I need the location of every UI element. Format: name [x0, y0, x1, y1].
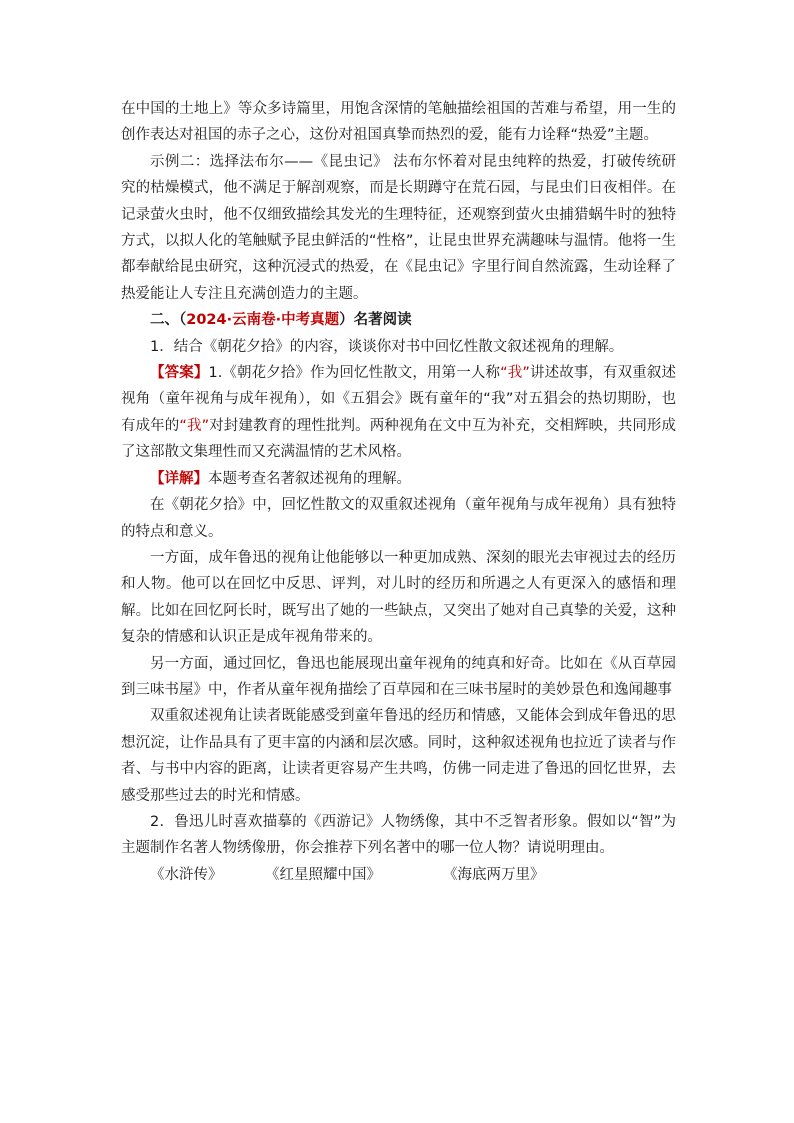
detail-label: 【详解】: [150, 470, 208, 487]
answer-highlight-2: “我”: [179, 417, 210, 434]
detail-paragraph-2: 一方面，成年鲁迅的视角让他能够以一种更加成熟、深刻的眼光去审视过去的经历和人物。他可以在回忆中反思、评判，对儿时的经历和所遇之人有更深入的感悟和理解。比如在回忆阿长时，既写出了她的一些缺点，又突出了她对自己真挚的关爱，这种复杂的情感和认识正是成年视角带来的。: [121, 549, 676, 646]
answer-paragraph: [121, 360, 676, 466]
detail-paragraph: [121, 466, 676, 492]
paragraph-example-one-end: 在中国的土地上》等众多诗篇里，用饱含深情的笔触描绘祖国的苦难与希望，用一生的创作表达对祖国的赤子之心，这份对祖国真挚而热烈的爱，能有力诠释“热爱”主题。: [121, 101, 676, 144]
answer-highlight-1: “我”: [500, 365, 530, 382]
question-one: 1．结合《朝花夕拾》的内容，谈谈你对书中回忆性散文叙述视角的理解。: [150, 338, 624, 355]
detail-paragraph-1: 在《朝花夕拾》中，回忆性散文的双重叙述视角（童年视角与成年视角）具有独特的特点和意义。: [121, 497, 676, 540]
detail-text: 本题考查名著叙述视角的理解。: [208, 470, 411, 487]
section-source: 2024·云南卷·中考真题: [186, 312, 340, 329]
answer-text-2: 讲述故事，有双重叙述视角（童年视角与成年视角），如《五猖会》既有童年的“我”对五猖会的热切期盼，也有成年的: [121, 365, 677, 434]
detail-paragraph-4: 双重叙述视角让读者既能感受到童年鲁迅的经历和情感，又能体会到成年鲁迅的思想沉淀，让作品具有了更丰富的内涵和层次感。同时，这种叙述视角也拉近了读者与作者、与书中内容的距离，让读者更容易产生共鸣，仿佛一同走进了鲁迅的回忆世界，去感受那些过去的时光和情感。: [121, 708, 676, 804]
answer-label: 【答案】: [150, 365, 209, 382]
book-option-1: 《水浒传》: [150, 866, 223, 883]
section-prefix: 二、（: [150, 312, 187, 329]
paragraph-example-two: 示例二：选择法布尔——《昆虫记》 法布尔怀着对昆虫纯粹的热爱，打破传统研究的枯燥模式，他不满足于解剖观察，而是长期蹲守在荒石园，与昆虫们日夜相伴。在记录萤火虫时，他不仅细致描绘其发光的生理特征，还观察到萤火虫捕猎蜗牛时的独特方式，以拟人化的笔触赋予昆虫鲜活的“性格”，让昆虫世界充满趣味与温情。他将一生都奉献给昆虫研究，这种沉浸式的热爱，在《昆虫记》字里行间自然流露，生动诠释了热爱能让人专注且充满创造力的主题。: [121, 153, 676, 302]
detail-paragraph-3: 另一方面，通过回忆，鲁迅也能展现出童年视角的纯真和好奇。比如在《从百草园到三味书屋》中，作者从童年视角描绘了百草园和在三味书屋时的美妙景色和逸闻趣事: [121, 655, 676, 698]
book-options: [121, 862, 676, 888]
answer-text-3: 对封建教育的理性批判。两种视角在文中互为补充，交相辉映，共同形成了这部散文集理性而又充满温情的艺术风格。: [121, 417, 677, 461]
book-option-3: 《海底两万里》: [443, 866, 545, 883]
document-content: [121, 96, 676, 888]
answer-text-1: 1.《朝花夕拾》作为回忆性散文，用第一人称: [208, 365, 501, 382]
book-option-2: 《红星照耀中国》: [265, 866, 381, 883]
section-suffix: ）名著阅读: [339, 312, 412, 329]
question-two: 2．鲁迅儿时喜欢描摹的《西游记》人物绣像，其中不乏智者形象。假如以“智”为主题制作名著人物绣像册，你会推荐下列名著中的哪一位人物？请说明理由。: [121, 813, 676, 857]
section-heading: [121, 307, 676, 333]
